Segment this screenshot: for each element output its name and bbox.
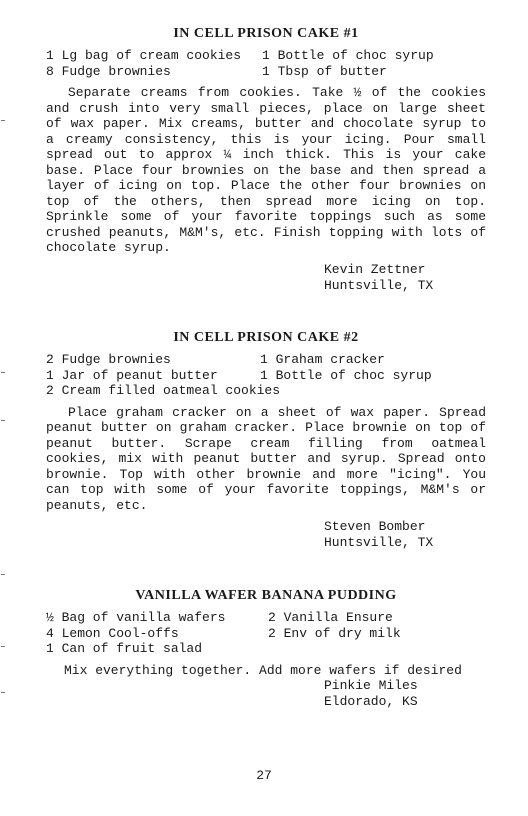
scan-mark (1, 574, 5, 575)
author-location: Huntsville, TX (324, 535, 434, 550)
ingredient-item: 8 Fudge brownies (46, 63, 171, 79)
ingredient-item: 1 Bottle of choc syrup (262, 48, 434, 63)
ingredient-item: ½ Bag of vanilla wafers (46, 610, 226, 625)
ingredient-item: 2 Fudge brownies (46, 352, 171, 367)
recipe-title: IN CELL PRISON CAKE #1 (173, 26, 359, 41)
author-name: Kevin Zettner (324, 261, 426, 277)
ingredient-item: 1 Jar of peanut butter (46, 367, 218, 383)
ingredient-item: 4 Lemon Cool-offs (46, 625, 179, 641)
ingredient-list (46, 48, 486, 79)
scan-mark (1, 646, 5, 647)
ingredient-list (46, 352, 486, 399)
page-number: 27 (256, 768, 272, 783)
ingredient-item: 1 Tbsp of butter (262, 63, 387, 79)
scan-mark (1, 420, 5, 421)
ingredient-item: 1 Can of fruit salad (46, 641, 203, 656)
ingredient-item: 1 Lg bag of cream cookies (46, 48, 242, 63)
ingredient-item: 2 Vanilla Ensure (268, 610, 393, 625)
author-name: Steven Bomber (324, 519, 426, 534)
author-location: Huntsville, TX (324, 277, 434, 293)
recipe-author (324, 519, 486, 551)
recipe-author (324, 262, 486, 294)
ingredient-item: 1 Bottle of choc syrup (260, 367, 432, 383)
recipe-prison-cake-2 (46, 330, 486, 551)
ingredient-item: 1 Graham cracker (260, 352, 385, 367)
recipe-title: IN CELL PRISON CAKE #2 (173, 330, 359, 345)
ingredient-item (260, 383, 486, 399)
recipe-title: VANILLA WAFER BANANA PUDDING (135, 588, 397, 603)
scan-mark (1, 120, 5, 121)
scan-mark (1, 692, 5, 693)
recipe-banana-pudding (46, 588, 486, 710)
recipe-author (324, 678, 486, 710)
ingredient-item: 2 Env of dry milk (268, 625, 401, 641)
ingredient-list (46, 610, 486, 657)
author-name: Pinkie Miles (324, 678, 418, 693)
ingredient-item: 2 Cream filled oatmeal cookies (46, 383, 281, 398)
author-location: Eldorado, KS (324, 694, 418, 709)
ingredient-item (268, 641, 486, 657)
recipe-prison-cake-1 (46, 26, 486, 294)
recipe-instructions: Place graham cracker on a sheet of wax paper. Spread peanut butter on graham cracker. Place brownie on top of peanut butter. Scrape cream filling from oatmeal cookies, mix with peanut butter and syrup. Spread onto brownie. Top with other brownie and more "icing". You can top with some of your favorite toppings, M&M's or peanuts, etc. (46, 404, 486, 513)
recipe-instructions: Mix everything together. Add more wafers if desired (64, 662, 462, 678)
scan-mark (1, 372, 5, 373)
recipe-instructions: Separate creams from cookies. Take ½ of the cookies and crush into very small pieces, place on large sheet of wax paper. Mix creams, butter and chocolate syrup to a creamy consistency, this is your icing. Pour small spread out to approx ¼ inch thick. This is your cake base. Place four brownies on the base and then spread a layer of icing on top. Place the other four brownies on top of the others, then spread more icing on top. Sprinkle some of your favorite toppings such as some crushed peanuts, M&M's, etc. Finish topping with lots of chocolate syrup. (46, 85, 486, 255)
